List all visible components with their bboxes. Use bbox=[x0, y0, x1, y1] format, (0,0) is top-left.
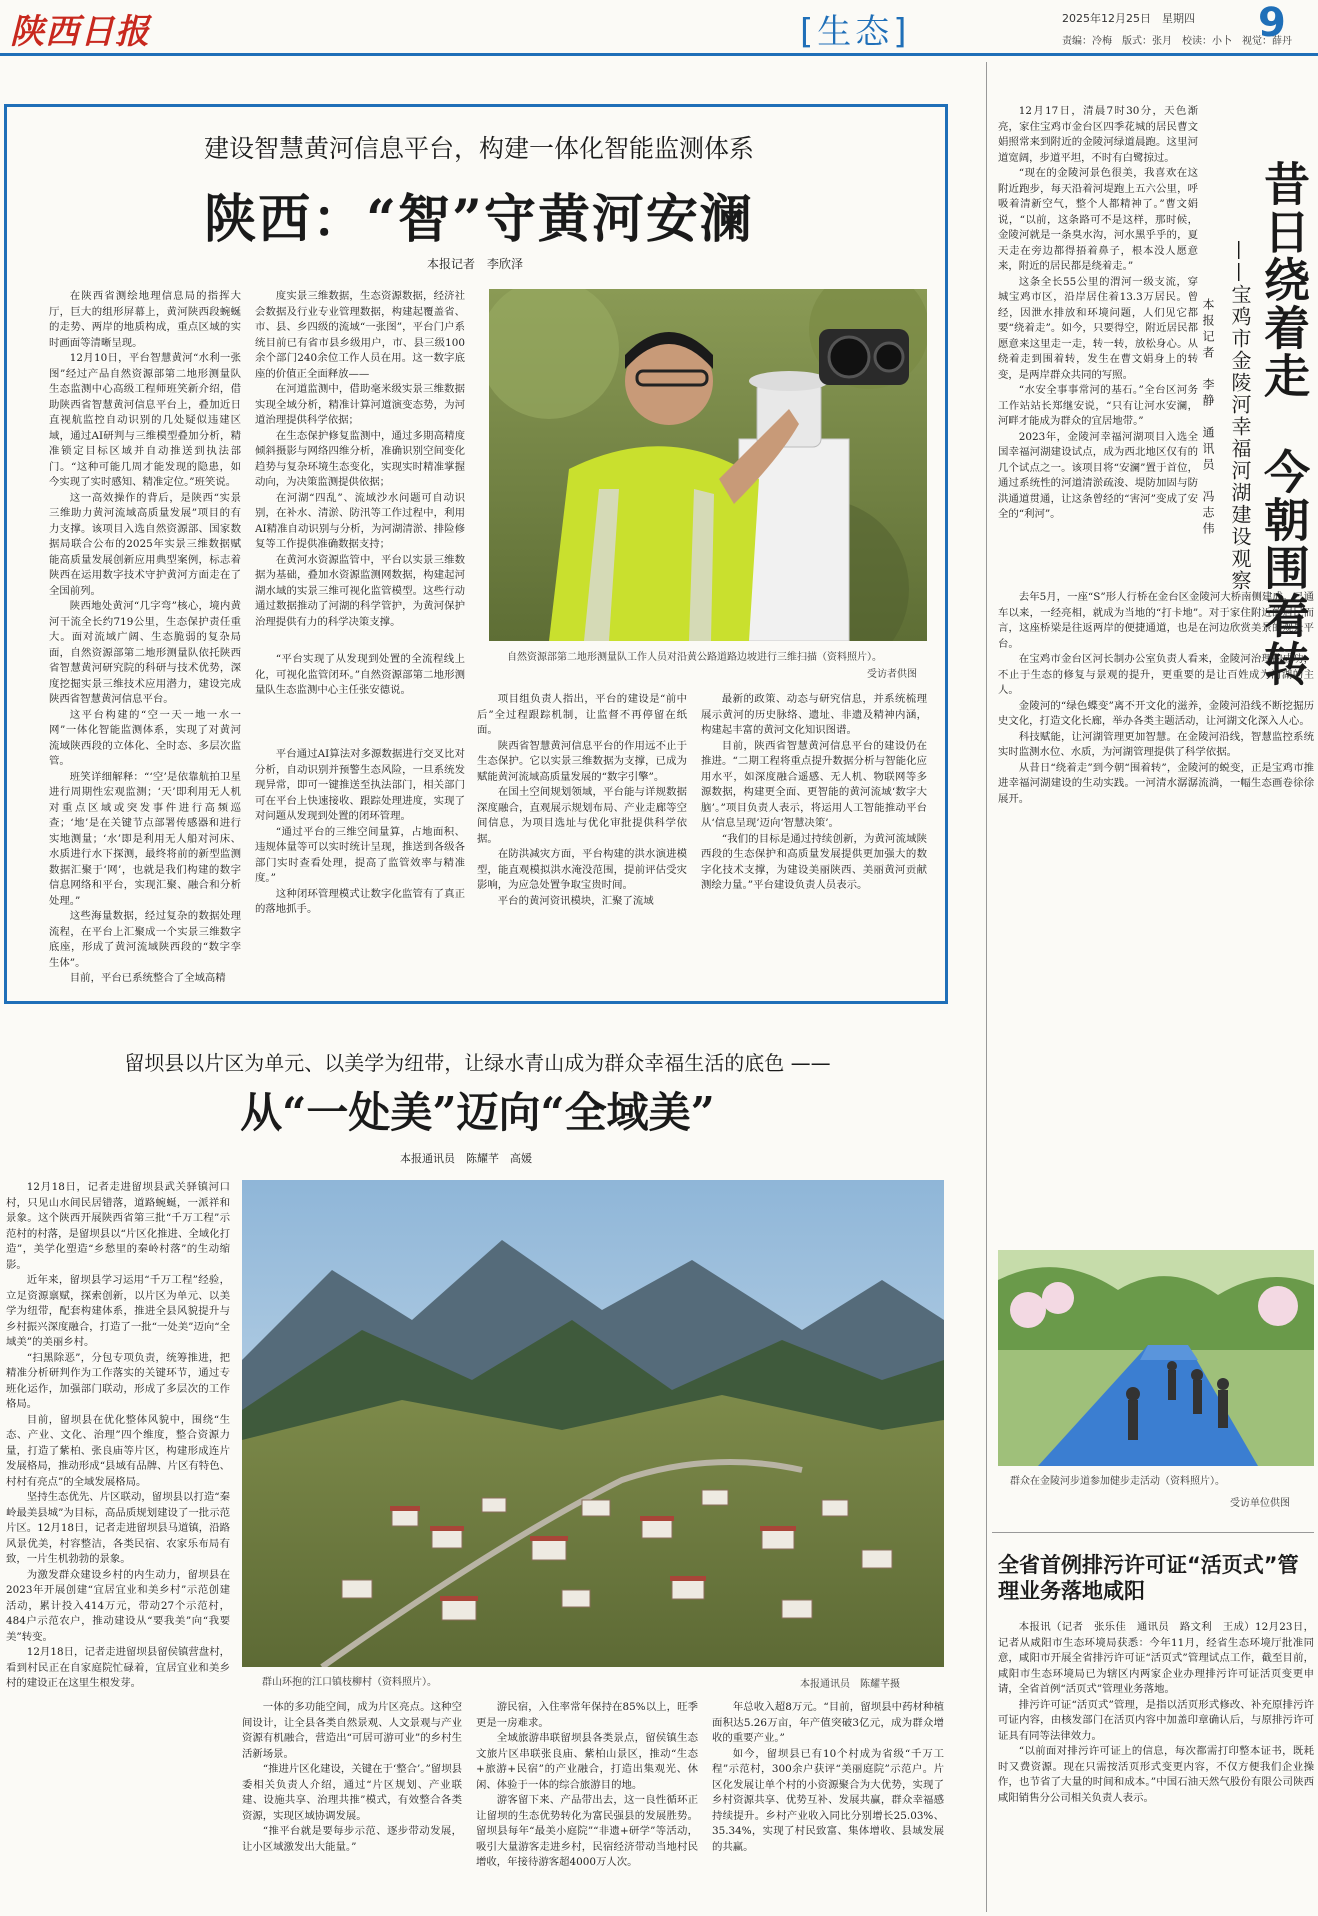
story3-headline: 昔日绕着走 今朝围着转 bbox=[1257, 160, 1311, 688]
paragraph: 这些海量数据，经过复杂的数据处理流程，在平台上汇聚成一个实景三维数字底座，形成了黄河流域陕西段的“数字孪生体”。 bbox=[49, 910, 241, 969]
walkway-illustration bbox=[998, 1250, 1314, 1466]
paragraph: 目前，留坝县在优化整体风貌中，围绕“生态、产业、文化、治理”四个维度，整合资源力量，打造了紫柏、张良庙等片区，构建形成连片发展格局，推动形成“县域有品牌、片区有特色、村村有亮点”的全域发展格局。 bbox=[6, 1413, 230, 1488]
paragraph: 陕西地处黄河“几字弯”核心，境内黄河干流全长约719公里，生态保护责任重大。面对流域广阔、生态脆弱的复杂局面，自然资源部第二地形测量队依托陕西省智慧黄河研究院的科研与技术优势，深度挖掘实景三维技术应用潜力，建设完成陕西省智慧黄河信息平台。 bbox=[49, 600, 241, 705]
paragraph: 这种闭环管理模式让数字化监管有了真正的落地抓手。 bbox=[255, 887, 465, 915]
surveyor-illustration bbox=[489, 289, 927, 641]
story3-column-bottom bbox=[998, 590, 1314, 1215]
story2-photo-caption: 群山环抱的江口镇枝柳村（资料照片）。 bbox=[262, 1677, 437, 1688]
paragraph: “推平台就是要每步示范、逐步带动发展，让小区域激发出大能量。” bbox=[242, 1825, 462, 1853]
story1-byline: 本报记者 李欣泽 bbox=[427, 257, 524, 271]
story3-byline: 本报记者 李静 通讯员 冯志伟 bbox=[1201, 298, 1215, 538]
paragraph: 这平台构建的“空一天一地一水一网”一体化智能监测体系，实现了对黄河流域陕西段的立体化、全时态、多层次监管。 bbox=[49, 708, 241, 767]
paragraph: 在黄河水资源监管中，平台以实景三维数据为基础，叠加水资源监测网数据，构建起河湖水域的实景三维可视化监管模型。这些行动通过数据推动了河湖的科学管护，为黄河保护治理提供有力的科学决策支撑。 bbox=[255, 553, 465, 628]
story1-kicker: 建设智慧黄河信息平台，构建一体化智能监测体系 bbox=[203, 134, 754, 163]
village-photo bbox=[242, 1180, 944, 1667]
paragraph: 目前，平台已系统整合了全域高精 bbox=[69, 972, 226, 984]
story1-column-1 bbox=[49, 289, 241, 999]
paragraph: “平台实现了从发现到处置的全流程线上化，可视化监管闭环。”自然资源部第二地形测量队生态监测中心主任张安德说。 bbox=[255, 653, 465, 696]
paragraph: 在宝鸡市金台区河长制办公室负责人看来，金陵河治理的成功，不止于生态的修复与景观的提升，更重要的是让百姓成为河湖的主人。 bbox=[998, 653, 1314, 696]
story-yellow-river bbox=[4, 104, 948, 1004]
paragraph: 12月18日，记者走进留坝县武关驿镇河口村，只见山水间民居错落，道路蜿蜒，一派祥和景象。这个陕西开展陕西省第三批“千万工程”示范村的村落，是留坝县以“片区化推进、全域化打造”，美学化塑造“乡愁里的秦岭村落”的生动缩影。 bbox=[6, 1181, 230, 1271]
village-illustration bbox=[242, 1180, 944, 1667]
story1-column-3 bbox=[255, 747, 465, 997]
paragraph: “以前面对排污许可证上的信息，每次都需打印整本证书，既耗时又费资源。现在只需按活页形式变更内容，不仅方便我们企业操作，也节省了大量的时间和成本。”中国石油天然气股份有限公司陕西咸阳销售分公司相关负责人表示。 bbox=[998, 1745, 1314, 1804]
section-divider bbox=[992, 1532, 1314, 1533]
story1-headline: 陕西：“智”守黄河安澜 bbox=[204, 189, 754, 250]
paragraph: 坚持生态优先、片区联动，留坝县以打造“秦岭最美县城”为目标，高品质规划建设了一批示范片区。12月18日，记者走进留坝县马道镇，沿路风景优美，村容整洁，各类民宿、农家乐布局有致，一片生机勃勃的景象。 bbox=[6, 1491, 230, 1565]
paragraph: 在陕西省测绘地理信息局的指挥大厅，巨大的组形屏幕上，黄河陕西段蜿蜒的走势、两岸的地质构成，重点区域的实时画面等清晰呈现。 bbox=[49, 290, 241, 349]
story4-headline: 全省首例排污许可证“活页式”管理业务落地咸阳 bbox=[998, 1553, 1299, 1603]
story2-byline: 本报通讯员 陈耀芊 高媛 bbox=[400, 1152, 532, 1165]
paragraph: 这一高效操作的背后，是陕西“实景三维助力黄河流域高质量发展”项目的有力支撑。该项目入选自然资源部、国家数据局联合公布的2025年实景三维数据赋能高质量发展创新应用典型案例，标志着陕西在运用数字技术守护黄河方面走在了全国前列。 bbox=[49, 491, 241, 597]
paragraph: 在国土空间规划领域，平台能与详规数据深度融合，直观展示规划布局、产业走廊等空间信息，为项目选址与优化审批提供科学依据。 bbox=[477, 786, 687, 845]
paragraph: 12月18日，记者走进留坝县留侯镇营盘村，看到村民正在自家庭院忙碌着，宜居宜业和美乡村的建设正在这里生根发芽。 bbox=[6, 1646, 230, 1689]
paragraph: 排污许可证“活页式”管理，是指以活页形式修改、补充原排污许可证内容，由核发部门在活页内容中加盖印章确认后，与原排污许可证具有同等法律效力。 bbox=[998, 1698, 1314, 1742]
paragraph: 最新的政策、动态与研究信息，并系统梳理展示黄河的历史脉络、遗址、非遗及精神内涵，构建起丰富的黄河文化知识图谱。 bbox=[701, 693, 927, 736]
paragraph: 为激发群众建设乡村的内生动力，留坝县在2023年开展创建“宜居宜业和美乡村”示范创建活动，累计投入414万元，带动27个示范村，484户示范农户，推动建设从“要我美”向“我要美”转变。 bbox=[6, 1568, 230, 1643]
editors-line: 责编：冷梅 版式：张月 校读：小卜 视觉：薛丹 bbox=[1062, 36, 1292, 47]
paragraph: 全域旅游串联留坝县各类景点，留侯镇生态文旅片区串联张良庙、紫柏山景区，推动“生态+旅游+民宿”的产业融合，打造出集观光、休闲、体验于一体的综合旅游目的地。 bbox=[476, 1732, 698, 1791]
paragraph: 金陵河的“绿色蝶变”离不开文化的滋养，金陵河沿线不断挖掘历史文化，打造文化长廊，举办各类主题活动，让河湖文化深入人心。 bbox=[998, 699, 1314, 727]
paragraph: 班笑详细解释：“‘空’是依靠航拍卫星进行周期性宏观监测；‘天’即利用无人机对重点区域或突发事件进行高频巡查；‘地’是在关键节点部署传感器和进行实地测量；‘水’即是利用无人船对河床、水质进行水下探测，最终将前的新型监测数据汇聚于‘网’，也就是我们构建的数字信息网络和平台，实现汇聚、融合和分析处理。” bbox=[49, 770, 241, 907]
paragraph: “我们的目标是通过持续创新，为黄河流域陕西段的生态保护和高质量发展提供更加强大的数字化技术支撑，为建设美丽陕西、美丽黄河贡献测绘力量。”平台建设负责人员表示。 bbox=[701, 832, 927, 891]
paragraph: 一体的多功能空间，成为片区亮点。这种空间设计，让全县各类自然景观、人文景观与产业资源有机融合，营造出“可居可游可业”的乡村生活新场景。 bbox=[242, 1701, 462, 1760]
paragraph: 游客留下来、产品带出去，这一良性循环正让留坝的生态优势转化为富民强县的发展胜势。留坝县每年“最美小庭院”“非遗+研学”等活动，吸引大量游客走进乡村，民宿经济带动当地村民增收，年接待游客超4000万人次。 bbox=[476, 1794, 698, 1868]
page-number: 9 bbox=[1258, 0, 1286, 46]
story2-column-4 bbox=[712, 1700, 944, 1910]
paragraph: “水安全事事常河的基石。”全台区河务工作站站长郑继安说，“只有让河水安澜，河畔才能成为群众的宜居地带。” bbox=[998, 384, 1198, 427]
paragraph: 度实景三维数据，生态资源数据，经济社会数据及行业专业管理数据，构建起覆盖省、市、县、乡四级的流域“一张图”，平台门户系统目前已有省市县乡级用户，市、县三级100余个部门240余位工作人员在用。这一数字底座的价值正全面释放—— bbox=[255, 290, 465, 380]
paragraph: 12月17日，清晨7时30分，天色渐亮，家住宝鸡市金台区四季花城的居民曹文娟照常来到附近的金陵河绿道晨跑。这里河道宽阔，步道平坦，不时有白鹭掠过。 bbox=[998, 105, 1198, 164]
story3-column-top bbox=[998, 104, 1198, 559]
paragraph: “通过平台的三维空间量算，占地面积、违规体量等可以实时统计呈现，推送到各级各部门实时查看处理，提高了监管效率与精准度。” bbox=[255, 825, 465, 884]
surveyor-photo bbox=[489, 289, 927, 641]
story2-kicker: 留坝县以片区为单元、以美学为纽带，让绿水青山成为群众幸福生活的底色 —— bbox=[124, 1051, 831, 1075]
story2-headline: 从“一处美”迈向“全域美” bbox=[240, 1088, 715, 1137]
story3-subhead: ——宝鸡市金陵河幸福河湖建设观察 bbox=[1228, 240, 1252, 592]
paragraph: 在河湖“四乱”、流域沙水问题可自动识别，在补水、清淤、防汛等工作过程中，利用AI精准自动识别与分析，为河湖清淤、排险修复等工作提供准确数据支持； bbox=[255, 491, 465, 550]
story1-photo-credit: 受访者供图 bbox=[867, 669, 917, 680]
paragraph: 近年来，留坝县学习运用“千万工程”经验，立足资源禀赋，探索创新，以片区为单元、以美学为纽带，配套构建体系，推进全县风貌提升与乡村振兴深度融合，打造了一批“一处美”迈向“全域美”的美丽乡村。 bbox=[6, 1274, 230, 1348]
paragraph: 本报讯（记者 张乐佳 通讯员 路文利 王成）12月23日，记者从咸阳市生态环境局获悉：今年11月，经省生态环境厅批准同意，咸阳市开展全省排污许可证“活页式”管理试点工作，截至目前，咸阳市生态环境局已为辖区内两家企业办理排污许可证活页变更申请，全省首例“活页式”管理业务落地。 bbox=[998, 1621, 1314, 1695]
paragraph: 年总收入超8万元。“目前，留坝县中药材种植面积达5.26万亩，年产值突破3亿元，成为群众增收的重要产业。” bbox=[712, 1701, 944, 1744]
story1-column-2b bbox=[255, 652, 465, 742]
paragraph: 2023年，金陵河幸福河湖项目入选全国幸福河湖建设试点，成为西北地区仅有的几个试点之一。该项目将“安澜”置于首位，通过系统性的河道清淤疏浚、堤防加固与防洪通道贯通，让这条曾经的“害河”变成了安全的“利河”。 bbox=[998, 430, 1198, 520]
story3-photo-caption: 群众在金陵河步道参加健步走活动（资料照片）。 bbox=[1010, 1476, 1225, 1487]
story1-column-4 bbox=[477, 692, 687, 997]
paragraph: 这条全长55公里的渭河一级支流，穿城宝鸡市区，沿岸居住着13.3万居民。曾经，因泄水排放和环境问题，人们见它都要“绕着走”。如今，只要得空，附近居民都愿意来这里走一走，转一转，放松身心。从绕着走到围着转，发生在曹文娟身上的转变，是两岸群众共同的写照。 bbox=[998, 275, 1198, 381]
paragraph: 陕西省智慧黄河信息平台的作用远不止于生态保护。它以实景三维数据为支撑，已成为赋能黄河流域高质量发展的“数字引擎”。 bbox=[477, 739, 687, 783]
walkway-photo bbox=[998, 1250, 1314, 1466]
newspaper-logo: 陕西日报 bbox=[10, 12, 150, 52]
paragraph: 去年5月，一座“S”形人行桥在金台区金陵河大桥南侧建成。已通车以来，一经亮相，就成为当地的“打卡地”。对于家住附近的居民而言，这座桥梁是往返两岸的便捷通道，也是在河边欣赏美景的观景平台。 bbox=[998, 591, 1314, 650]
paragraph: 科技赋能，让河湖管理更加智慧。在金陵河沿线，智慧监控系统实时监测水位、水质，为河湖管理提供了科学依据。 bbox=[998, 730, 1314, 758]
story4-column bbox=[998, 1620, 1314, 1912]
paragraph: 12月10日，平台智慧黄河“水利一张图”经过产品自然资源部第二地形测量队生态监测中心高级工程师班笑新介绍，借助陕西省智慧黄河信息平台上，叠加近日直视航监控自动识别的几处疑似违建区域，通过AI研判与三维模型叠加分析，精准锁定目标区域并自动推送到执法部门。“这种可能几周才能发现的隐患，如今实现了实时感知、精准定位。”班笑说。 bbox=[49, 352, 241, 488]
paragraph: 项目组负责人指出，平台的建设是“前中后”全过程跟踪机制，让监督不再停留在纸面。 bbox=[477, 693, 687, 736]
paragraph: “推进片区化建设，关键在于‘整合’。”留坝县委相关负责人介绍，通过“片区规划、产业联建、设施共享、治理共推”模式，有效整合各类资源，实现区域协调发展。 bbox=[242, 1763, 462, 1822]
story1-column-5 bbox=[701, 692, 927, 997]
story2-column-1 bbox=[6, 1180, 230, 1910]
story2-photo-credit: 本报通讯员 陈耀芊摄 bbox=[800, 1679, 900, 1690]
paragraph: 在防洪减灾方面，平台构建的洪水演进模型，能直观模拟洪水淹没范围，提前评估受灾影响，为应急处置争取宝贵时间。 bbox=[477, 848, 687, 891]
section-title: [生态] bbox=[800, 12, 911, 52]
paragraph: 在河道监测中，借助毫米级实景三维数据实现全域分析，精准计算河道演变态势，为河道治理提供科学依据； bbox=[255, 383, 465, 426]
story1-photo-caption: 自然资源部第二地形测量队工作人员对沿黄公路道路边坡进行三维扫描（资料照片）。 bbox=[507, 652, 882, 663]
story2-column-3 bbox=[476, 1700, 698, 1910]
paragraph: 目前，陕西省智慧黄河信息平台的建设仍在推进。“二期工程将重点提升数据分析与智能化应用水平，如深度融合遥感、无人机、物联网等多源数据，构建更全面、更智能的黄河流域‘数字大脑’。”项目负责人表示，将运用人工智能推动平台从‘信息呈现’迈向‘智慧决策’。 bbox=[701, 739, 927, 829]
paragraph: 在生态保护修复监测中，通过多期高精度倾斜摄影与网络四维分析，准确识别空间变化趋势与复杂环境生态变化，实现实时精准掌握动向，为决策监测提供依据； bbox=[255, 429, 465, 488]
paragraph: 如今，留坝县已有10个村成为省级“千万工程”示范村，300余户获评“美丽庭院”示范户。片区化发展让单个村的小资源聚合为大优势，实现了乡村资源共享、优势互补、发展共赢，群众幸福感持续提升。乡村产业收入同比分别增长25.03%、35.34%，实现了村民致富、集体增收、县域发展的共赢。 bbox=[712, 1747, 944, 1853]
paragraph: 平台通过AI算法对多源数据进行交叉比对分析，自动识别并预警生态风险，一旦系统发现异常，即可一键推送至执法部门，相关部门可在平台上快速接收、跟踪处理进度，实现了对问题从发现到处置的闭环管理。 bbox=[255, 748, 465, 822]
paragraph: 游民宿，入住率常年保持在85%以上，旺季更是一房难求。 bbox=[476, 1701, 698, 1729]
paragraph: “现在的金陵河景色很美，我喜欢在这附近跑步，每天沿着河堤跑上五六公里，呼吸着清新空气，整个人都精神了。”曹文娟说，“以前，这条路可不是这样，那时候，金陵河就是一条臭水沟，河水黑乎乎的，夏天走在旁边都得捂着鼻子，根本没人愿意来，附近的居民都是绕着走。” bbox=[998, 167, 1198, 272]
paragraph: 平台的黄河资讯模块，汇聚了流域 bbox=[497, 894, 654, 907]
masthead bbox=[0, 0, 1318, 56]
paragraph: “扫黑除恶”，分包专项负责，统筹推进，把精准分析研判作为工作落实的关键环节，通过专班化运作，加强部门联动，形成了多层次的工作格局。 bbox=[6, 1351, 230, 1410]
story2-column-2 bbox=[242, 1700, 462, 1910]
issue-date: 2025年12月25日 星期四 bbox=[1062, 12, 1195, 25]
story3-photo-credit: 受访单位供图 bbox=[1230, 1498, 1290, 1509]
column-divider bbox=[986, 62, 987, 1912]
paragraph: 从昔日“绕着走”到今朝“围着转”，金陵河的蜕变，正是宝鸡市推进幸福河湖建设的生动实践。一河清水潺潺流淌，一幅生态画卷徐徐展开。 bbox=[998, 761, 1314, 805]
